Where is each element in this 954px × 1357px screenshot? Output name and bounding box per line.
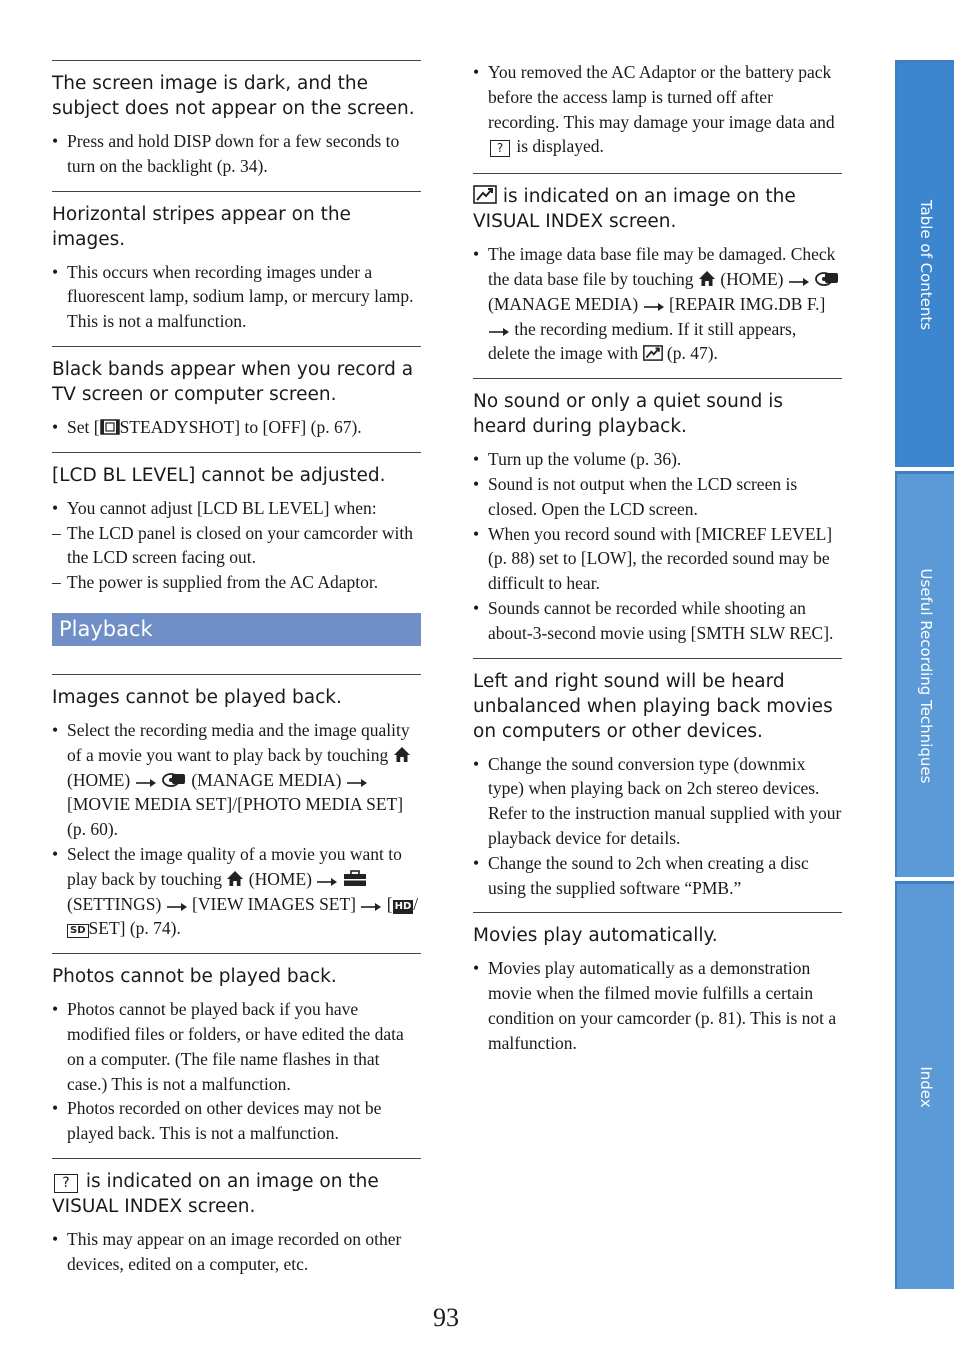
bullet-text: (HOME) — [720, 268, 784, 289]
bullet-text: (MANAGE MEDIA) — [488, 293, 639, 314]
faq-section — [473, 378, 842, 645]
section-heading: Black bands appear when you record a TV screen or computer screen. — [52, 358, 414, 405]
arrow-right-icon — [166, 902, 188, 912]
bullet-item: • Change the sound to 2ch when creating a disc using the supplied software “PMB.” — [473, 851, 842, 901]
bullet-text: Select the recording media and the image quality of a movie you want to play back by touching — [67, 719, 410, 765]
bullet-text: You removed the AC Adaptor or the battery pack before the access lamp is turned off after recording. This may damage your image data and — [488, 62, 835, 132]
damaged-image-icon — [643, 345, 663, 361]
bullet-text: [MOVIE MEDIA SET]/[PHOTO MEDIA SET] (p. 60). — [67, 794, 404, 840]
arrow-right-icon — [788, 277, 810, 287]
tab-label: Index — [916, 1065, 935, 1108]
bullet-item: • Change the sound conversion type (downmix type) when playing back on 2ch stereo devices. Refer to the instruction manual supplied with your playback device for details. — [473, 752, 842, 851]
bullet-item: • Movies play automatically as a demonstration movie when the filmed movie fulfills a certain condition on your camcorder (p. 81). This is not a malfunction. — [473, 956, 842, 1055]
arrow-right-icon — [135, 778, 157, 788]
bullet-list — [473, 956, 842, 1055]
bullet-text: SET] (p. 74). — [88, 918, 181, 939]
bullet-list — [473, 752, 842, 901]
bullet-text: / — [413, 893, 419, 914]
section-heading-with-icon — [473, 184, 842, 234]
bullet-item: • This occurs when recording images under a fluorescent lamp, sodium lamp, or mercury lamp. This is not a malfunction. — [52, 260, 421, 334]
bullet-item: • This may appear on an image recorded on other devices, edited on a computer, etc. — [52, 1227, 421, 1277]
sd-icon: SD — [67, 924, 89, 938]
bullet-text: the recording medium. If it still appears, delete the image with — [488, 318, 797, 364]
left-column — [52, 60, 421, 1289]
section-heading: [LCD BL LEVEL] cannot be adjusted. — [52, 464, 386, 486]
bullet-item — [52, 415, 421, 440]
section-heading: No sound or only a quiet sound is heard during playback. — [473, 391, 784, 438]
home-icon — [698, 270, 716, 287]
bullet-list — [473, 447, 842, 645]
dash-item: – The LCD panel is closed on your camcorder with the LCD screen facing out. — [52, 521, 421, 571]
bullet-text: (MANAGE MEDIA) — [191, 769, 342, 790]
damaged-image-icon — [473, 185, 497, 204]
bullet-item — [52, 496, 421, 595]
home-icon — [226, 870, 244, 887]
bullet-list — [52, 718, 421, 941]
tab-table-of-contents[interactable] — [895, 60, 954, 467]
bullet-text: Set [ — [67, 416, 100, 437]
bullet-list — [52, 129, 421, 179]
question-box-icon: ? — [54, 1174, 78, 1193]
manage-media-icon — [161, 771, 187, 788]
steadyshot-icon — [100, 419, 120, 435]
faq-section — [52, 674, 421, 941]
section-heading: Photos cannot be played back. — [52, 966, 337, 988]
playback-section-title: Playback — [52, 613, 421, 646]
bullet-text: (HOME) — [67, 769, 131, 790]
bullet-list — [52, 1227, 421, 1277]
bullet-item: • Photos cannot be played back if you have modified files or folders, or have edited the data on a computer. (The file name flashes in that case.) This is not a malfunction. — [52, 997, 421, 1096]
bullet-text: [VIEW IMAGES SET] — [192, 893, 357, 914]
section-heading: The screen image is dark, and the subject does not appear on the screen. — [52, 73, 415, 119]
bullet-text: [REPAIR IMG.DB F.] — [668, 293, 826, 314]
bullet-list — [52, 496, 421, 595]
tab-label: Useful Recording Techniques — [916, 568, 935, 783]
hd-icon: HD — [394, 900, 412, 912]
arrow-right-icon — [360, 902, 382, 912]
bullet-list — [473, 242, 842, 366]
bullet-item — [473, 60, 842, 159]
dash-item: – The power is supplied from the AC Adaptor. — [52, 570, 421, 595]
bullet-item: • Press and hold DISP down for a few seconds to turn on the backlight (p. 34). — [52, 129, 421, 179]
faq-section — [473, 658, 842, 901]
bullet-item — [52, 842, 421, 941]
section-heading: is indicated on an image on the VISUAL INDEX screen. — [473, 186, 796, 233]
settings-icon — [343, 870, 367, 887]
faq-section — [473, 912, 842, 1055]
tab-label: Table of Contents — [916, 199, 935, 331]
bullet-list — [52, 415, 421, 440]
manage-media-icon — [814, 270, 840, 287]
faq-section — [52, 346, 421, 440]
bullet-item: • Turn up the volume (p. 36). — [473, 447, 842, 472]
section-heading: Horizontal stripes appear on the images. — [52, 203, 351, 250]
bullet-list — [52, 260, 421, 334]
bullet-item — [52, 718, 421, 842]
bullet-text: STEADYSHOT] to [OFF] (p. 67). — [119, 416, 362, 437]
arrow-right-icon — [316, 877, 338, 887]
dash-list — [52, 521, 421, 595]
bullet-text: The image data base file may be damaged. Check the data base file by touching — [488, 244, 836, 289]
section-heading: is indicated on an image on the VISUAL INDEX screen. — [52, 1170, 379, 1217]
bullet-text: (HOME) — [248, 868, 312, 889]
section-heading: Left and right sound will be heard unbalanced when playing back movies on computers or other devices. — [473, 670, 833, 742]
page-number: 93 — [433, 1303, 459, 1332]
section-heading-with-icon — [52, 1169, 421, 1219]
bullet-item: • Sounds cannot be recorded while shooting an about-3-second movie using [SMTH SLW REC]. — [473, 596, 842, 646]
bullet-text: [ — [386, 893, 393, 914]
tab-useful-recording-techniques[interactable] — [895, 471, 954, 877]
bullet-item: • Photos recorded on other devices may not be played back. This is not a malfunction. — [52, 1096, 421, 1146]
faq-section — [52, 452, 421, 595]
bullet-list — [52, 997, 421, 1146]
faq-section — [52, 1158, 421, 1277]
bullet-item: • When you record sound with [MICREF LEVEL] (p. 88) set to [LOW], the recorded sound may be difficult to hear. — [473, 522, 842, 596]
faq-section — [52, 191, 421, 334]
question-box-icon: ? — [490, 140, 510, 157]
arrow-right-icon — [488, 327, 510, 337]
bullet-text: (SETTINGS) — [67, 893, 162, 914]
arrow-right-icon — [346, 778, 368, 788]
faq-section — [52, 60, 421, 179]
bullet-item — [473, 242, 842, 366]
right-column — [473, 60, 842, 1068]
section-heading: Images cannot be played back. — [52, 686, 342, 708]
bullet-list — [473, 60, 842, 159]
faq-section — [473, 173, 842, 366]
home-icon — [393, 746, 411, 763]
bullet-text: You cannot adjust [LCD BL LEVEL] when: — [67, 497, 377, 518]
tab-index[interactable] — [895, 881, 954, 1289]
bullet-text: is displayed. — [516, 136, 604, 157]
bullet-item: • Sound is not output when the LCD screen is closed. Open the LCD screen. — [473, 472, 842, 522]
bullet-text: (p. 47). — [666, 343, 718, 364]
bullet-text: Select the image quality of a movie you want to play back by touching — [67, 843, 402, 889]
section-heading: Movies play automatically. — [473, 925, 718, 947]
faq-section — [52, 953, 421, 1146]
arrow-right-icon — [643, 302, 665, 312]
